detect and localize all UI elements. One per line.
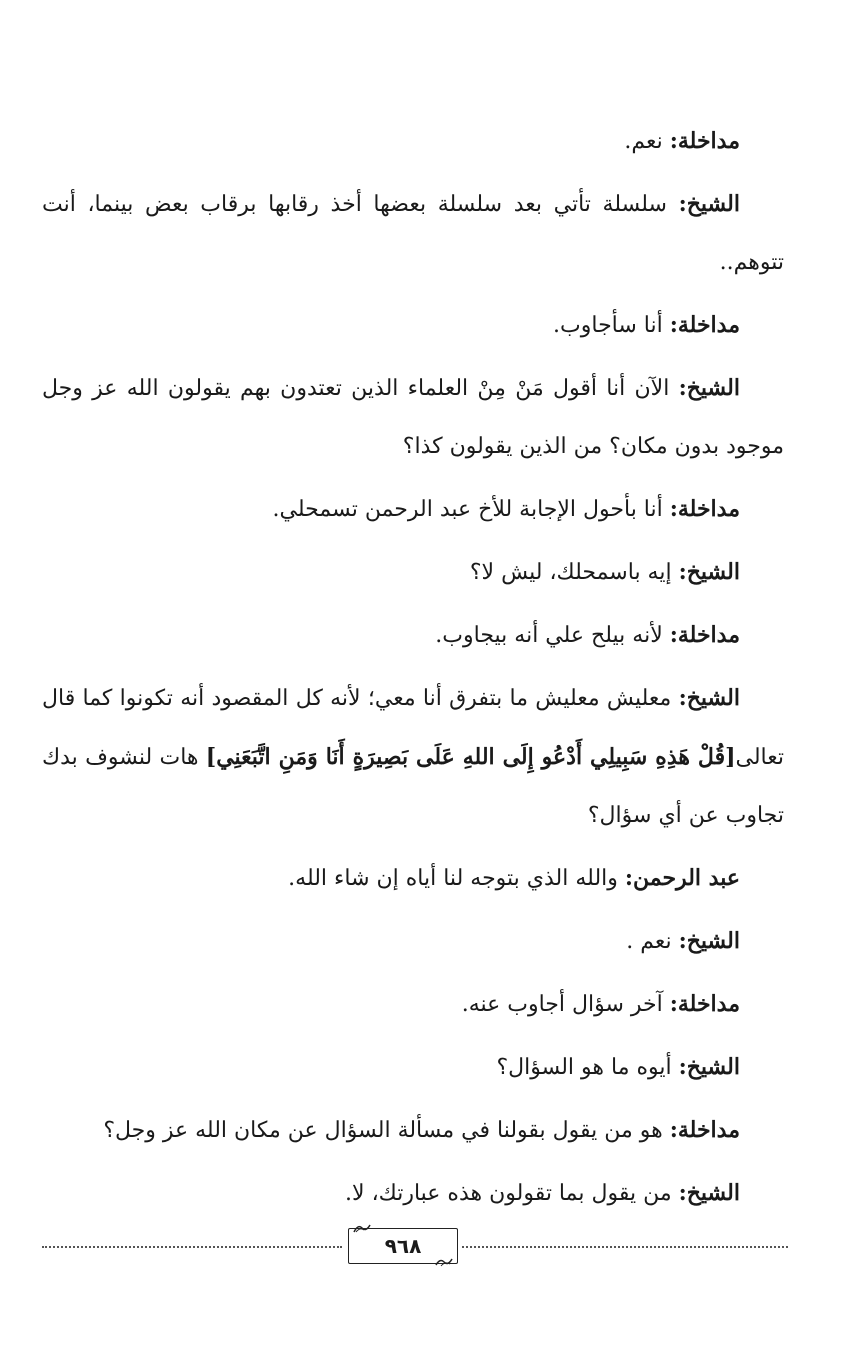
- line-text: سلسلة تأتي بعد سلسلة بعضها أخذ رقابها برقاب بعض بينما، أنت تتوهم..: [42, 192, 784, 275]
- page-footer: [42, 1228, 788, 1268]
- line-text: آخر سؤال أجاوب عنه.: [461, 992, 670, 1017]
- line-text: الآن أنا أقول مَنْ مِنْ العلماء الذين تعتدون بهم يقولون الله عز وجل موجود بدون مكان؟ من الذين يقولون كذا؟: [42, 376, 784, 459]
- line-text: معليش معليش ما بتفرق أنا معي؛ لأنه كل المقصود أنه تكونوا كما قال تعالى: [42, 686, 784, 770]
- footer-divider-left: [42, 1246, 342, 1248]
- speaker-label: مداخلة:: [669, 312, 740, 338]
- page-number-box: [348, 1228, 458, 1264]
- line-text: هو من يقول بقولنا في مسألة السؤال عن مكان الله عز وجل؟: [103, 1118, 670, 1143]
- dialogue-line: [42, 849, 784, 908]
- line-text: أيوه ما هو السؤال؟: [496, 1055, 679, 1080]
- dialogue-line: [42, 112, 784, 171]
- dialogue-line: [42, 296, 784, 355]
- speaker-label: مداخلة:: [669, 1117, 740, 1143]
- line-text-after: هات لنشوف بدك تجاوب عن أي سؤال؟: [42, 745, 784, 828]
- footer-divider-right: [462, 1246, 788, 1248]
- dialogue-line: [42, 606, 784, 665]
- speaker-label: عبد الرحمن:: [624, 865, 740, 891]
- ornament-icon: [353, 1223, 371, 1233]
- dialogue-line: [42, 175, 784, 292]
- speaker-label: الشيخ:: [678, 928, 740, 954]
- speaker-label: الشيخ:: [678, 1180, 740, 1206]
- dialogue-line: [42, 1038, 784, 1097]
- speaker-label: الشيخ:: [678, 375, 740, 401]
- speaker-label: الشيخ:: [678, 685, 740, 711]
- line-text: نعم.: [624, 129, 670, 154]
- dialogue-line: [42, 669, 784, 845]
- ornament-icon: [435, 1257, 453, 1267]
- dialogue-line: [42, 480, 784, 539]
- dialogue-line: [42, 975, 784, 1034]
- dialogue-line: [42, 1164, 784, 1223]
- line-text: أنا بأحول الإجابة للأخ عبد الرحمن تسمحلي.: [272, 497, 670, 522]
- line-text: نعم .: [626, 929, 679, 954]
- speaker-label: مداخلة:: [669, 991, 740, 1017]
- speaker-label: الشيخ:: [678, 191, 740, 217]
- dialogue-line: [42, 1101, 784, 1160]
- line-text: أنا سأجاوب.: [553, 313, 670, 338]
- speaker-label: مداخلة:: [669, 496, 740, 522]
- dialogue-line: [42, 543, 784, 602]
- dialogue-body: [42, 112, 784, 1227]
- quran-verse: [قُلْ هَذِهِ سَبِيلِي أَدْعُو إِلَى اللهِ عَلَى بَصِيرَةٍ أَنَا وَمَنِ اتَّبَعَنِي]: [205, 744, 736, 770]
- speaker-label: مداخلة:: [669, 622, 740, 648]
- dialogue-line: [42, 912, 784, 971]
- speaker-label: الشيخ:: [678, 1054, 740, 1080]
- speaker-label: مداخلة:: [669, 128, 740, 154]
- line-text: من يقول بما تقولون هذه عبارتك، لا.: [345, 1181, 679, 1206]
- line-text: والله الذي بتوجه لنا أياه إن شاء الله.: [288, 866, 625, 891]
- speaker-label: الشيخ:: [678, 559, 740, 585]
- line-text: لأنه بيلح علي أنه بيجاوب.: [435, 623, 670, 648]
- line-text: إيه باسمحلك، ليش لا؟: [469, 560, 679, 585]
- page-number: ٩٦٨: [384, 1234, 422, 1258]
- dialogue-line: [42, 359, 784, 476]
